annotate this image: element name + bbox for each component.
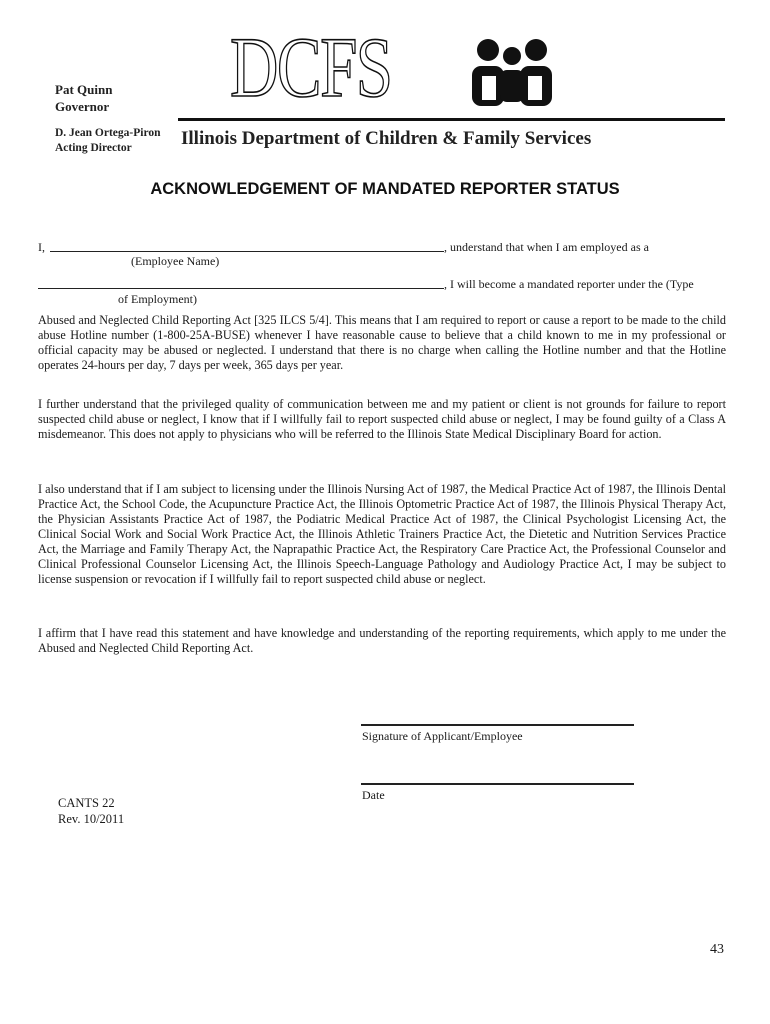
paragraph-privileged-communication: I further understand that the privileged quality of communication between me and my patient or client is not grounds for failure to report suspected child abuse or neglect, I know that if I willfully fail to report suspected child abuse or neglect, I may be found guilty of a Class A misdemeanor. This does not apply to physicians who will be referred to the Illinois State Medical Disciplinary Board for action.: [38, 397, 726, 441]
director-title: Acting Director: [55, 142, 132, 154]
signature-field[interactable]: [361, 724, 634, 726]
employee-name-label: (Employee Name): [131, 254, 220, 268]
date-field[interactable]: [361, 783, 634, 785]
dcfs-logo-text: DCFS: [230, 19, 392, 115]
intro-after-name: , understand that when I am employed as a: [444, 240, 649, 254]
intro-prefix: I,: [38, 240, 45, 254]
paragraph-reporting-act: Abused and Neglected Child Reporting Act [325 ILCS 5/4]. This means that I am required to report or cause a report to be made to the child abuse Hotline number (1-800-25A-BUSE) whenever I have reasonable cause to believe that a child known to me in my professional or official capacity may be abused or neglected. I understand that there is no charge when calling the Hotline number and that the Hotline operates 24-hours per day, 7 days per week, 365 days per year.: [38, 313, 726, 372]
date-label: Date: [362, 788, 385, 802]
form-revision: Rev. 10/2011: [58, 812, 125, 826]
employee-name-field[interactable]: [50, 251, 444, 252]
director-name: D. Jean Ortega-Piron: [55, 127, 161, 139]
employment-type-field[interactable]: [38, 288, 444, 289]
employment-type-label: of Employment): [118, 292, 197, 306]
governor-title: Governor: [55, 99, 110, 114]
form-code: CANTS 22: [58, 796, 115, 810]
header-rule: [178, 118, 725, 121]
signature-label: Signature of Applicant/Employee: [362, 729, 523, 743]
form-code-block: [58, 795, 124, 827]
paragraph-licensing: I also understand that if I am subject to licensing under the Illinois Nursing Act of 1987, the Medical Practice Act of 1987, the Illinois Dental Practice Act, the School Code, the Acupuncture Practice Act, the Illinois Optometric Practice Act of 1987, the Illinois Physical Therapy Act, the Physician Assistants Practice Act of 1987, the Podiatric Medical Practice Act of 1987, the Clinical Psychologist Licensing Act, the Clinical Social Work and Social Work Practice Act, the Illinois Athletic Trainers Practice Act, the Dietetic and Nutrition Services Practice Act, the Marriage and Family Therapy Act, the Naprapathic Practice Act, the Respiratory Care Practice Act, the Professional Counselor and Clinical Professional Counselor Licensing Act, the Illinois Speech-Language Pathology and Audiology Practice Act, I may be subject to license suspension or revocation if I willfully fail to report suspected child abuse or neglect.: [38, 482, 726, 586]
governor-name: Pat Quinn: [55, 82, 113, 97]
family-logo-icon: [466, 36, 558, 108]
paragraph-affirmation: I affirm that I have read this statement and have knowledge and understanding of the reporting requirements, which apply to me under the Abused and Neglected Child Reporting Act.: [38, 626, 726, 655]
department-name: Illinois Department of Children & Family Services: [181, 128, 592, 149]
page-number: 43: [710, 942, 724, 957]
intro-after-employment: , I will become a mandated reporter under the (Type: [444, 277, 694, 291]
document-title: ACKNOWLEDGEMENT OF MANDATED REPORTER STATUS: [150, 180, 620, 198]
